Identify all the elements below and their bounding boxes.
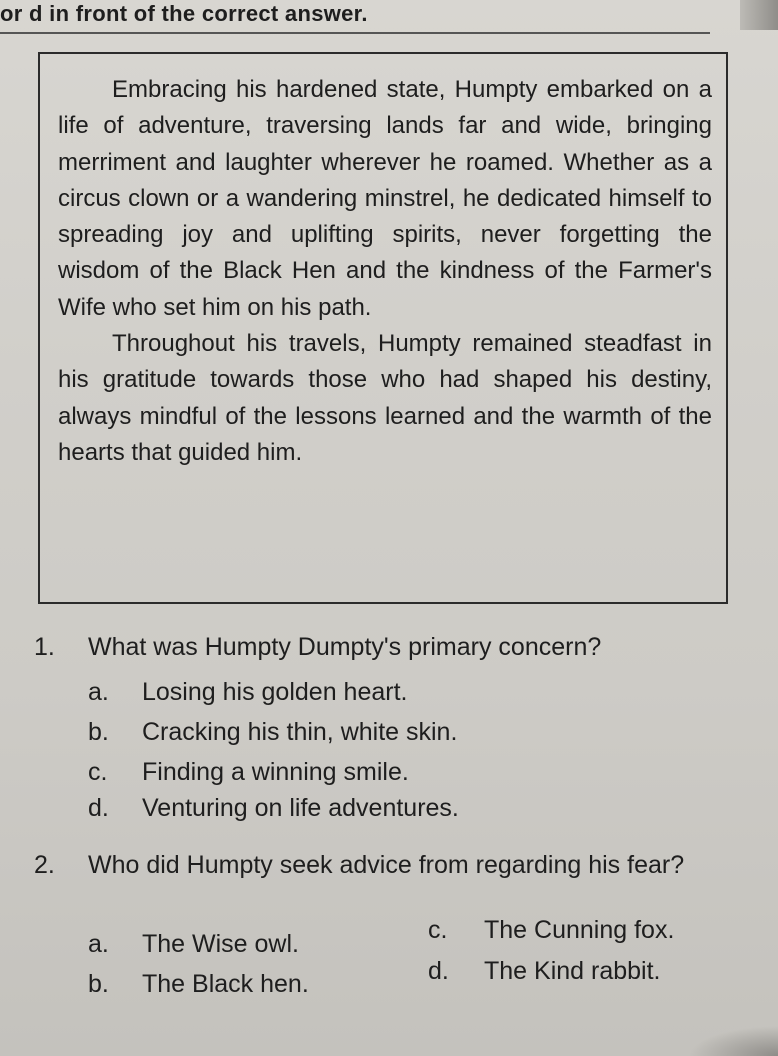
choice-1a[interactable] xyxy=(88,676,407,708)
choice-letter: a. xyxy=(88,930,109,958)
choice-1c[interactable] xyxy=(88,756,409,788)
choice-letter: d. xyxy=(88,794,109,822)
header-divider xyxy=(0,32,710,34)
choice-letter: c. xyxy=(88,758,108,786)
choice-text: The Black hen. xyxy=(142,970,309,998)
choice-letter: b. xyxy=(88,970,109,998)
reading-passage-box xyxy=(38,52,728,604)
choice-letter: c. xyxy=(428,916,448,944)
question-number: 2. xyxy=(34,851,55,879)
question-text: What was Humpty Dumpty's primary concern? xyxy=(88,633,602,661)
choice-1b[interactable] xyxy=(88,716,457,748)
choice-1d[interactable] xyxy=(88,792,459,824)
question-number: 1. xyxy=(34,633,55,661)
choice-2c[interactable] xyxy=(428,914,674,946)
choice-letter: b. xyxy=(88,718,109,746)
choice-text: Finding a winning smile. xyxy=(142,758,409,786)
question-text: Who did Humpty seek advice from regarding his fear? xyxy=(88,851,685,879)
question-2 xyxy=(34,842,754,888)
choice-text: Cracking his thin, white skin. xyxy=(142,718,458,746)
choice-2b[interactable] xyxy=(88,968,309,1000)
choice-2a[interactable] xyxy=(88,928,299,960)
choice-letter: d. xyxy=(428,957,449,985)
choice-text: The Kind rabbit. xyxy=(484,957,661,985)
choice-text: Losing his golden heart. xyxy=(142,678,408,706)
question-1 xyxy=(34,630,754,664)
passage-paragraph-1: Embracing his hardened state, Humpty embarked on a life of adventure, traversing lands far and wide, bringing merriment and laughter wherever he roamed. Whether as a circus clown or a wandering minstrel, he dedicated himself to spreading joy and uplifting spirits, never forgetting the wisdom of the Black Hen and the kindness of the Farmer's Wife who set him on his path. xyxy=(58,76,712,321)
choice-letter: a. xyxy=(88,678,109,706)
passage-paragraph-2: Throughout his travels, Humpty remained steadfast in his gratitude towards those who had shaped his destiny, always mindful of the lessons learned and the warmth of the hearts that guided him. xyxy=(58,330,712,466)
choice-text: Venturing on life adventures. xyxy=(142,794,459,822)
instruction-text: or d in front of the correct answer. xyxy=(0,1,368,26)
page-edge-shadow xyxy=(740,0,778,30)
choice-2d[interactable] xyxy=(428,955,661,987)
corner-shadow xyxy=(688,1026,778,1056)
choice-text: The Cunning fox. xyxy=(484,916,675,944)
choice-text: The Wise owl. xyxy=(142,930,299,958)
